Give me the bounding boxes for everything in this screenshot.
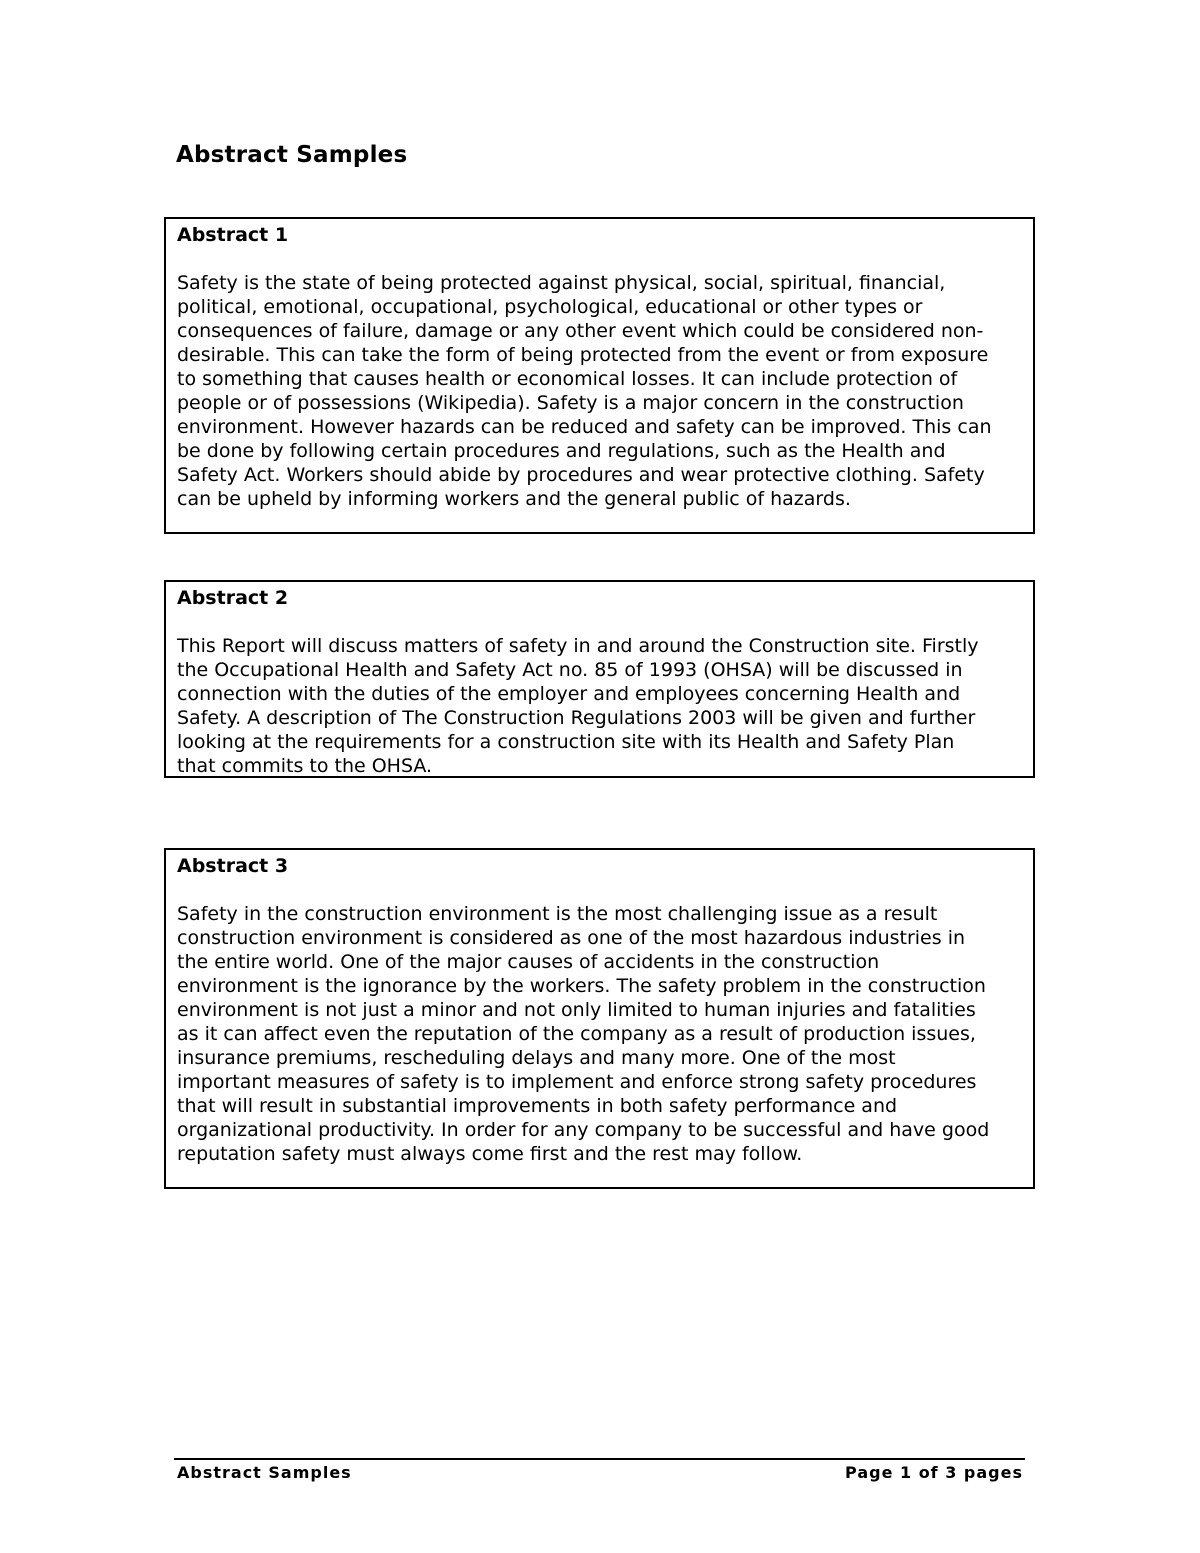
text-line: construction environment is considered as one of the most hazardous industries in xyxy=(177,927,966,949)
text-line: to something that causes health or economical losses. It can include protection of xyxy=(177,368,958,390)
text-line: insurance premiums, rescheduling delays and many more. One of the most xyxy=(177,1047,896,1069)
text-line: environment is not just a minor and not only limited to human injuries and fatalities xyxy=(177,999,976,1021)
text-line: Safety in the construction environment is the most challenging issue as a result xyxy=(177,903,938,925)
abstract-heading: Abstract 3 xyxy=(177,855,289,877)
abstract-body xyxy=(177,902,1022,1166)
text-line: the Occupational Health and Safety Act no. 85 of 1993 (OHSA) will be discussed in xyxy=(177,659,963,681)
text-line: as it can affect even the reputation of the company as a result of production issues, xyxy=(177,1023,976,1045)
text-line: This Report will discuss matters of safety in and around the Construction site. Firstly xyxy=(177,635,979,657)
abstract-heading: Abstract 2 xyxy=(177,587,289,609)
text-line: looking at the requirements for a construction site with its Health and Safety Plan xyxy=(177,731,955,753)
text-line: important measures of safety is to implement and enforce strong safety procedures xyxy=(177,1071,977,1093)
text-line: that commits to the OHSA. xyxy=(177,755,433,777)
text-line: consequences of failure, damage or any other event which could be considered non- xyxy=(177,320,984,342)
text-line: reputation safety must always come first and the rest may follow. xyxy=(177,1143,803,1165)
text-line: can be upheld by informing workers and the general public of hazards. xyxy=(177,488,851,510)
text-line: the entire world. One of the major causes of accidents in the construction xyxy=(177,951,880,973)
text-line: be done by following certain procedures and regulations, such as the Health and xyxy=(177,440,946,462)
abstract-box-2 xyxy=(164,580,1035,778)
footer-document-title: Abstract Samples xyxy=(177,1463,352,1482)
text-line: political, emotional, occupational, psychological, educational or other types or xyxy=(177,296,923,318)
text-line: Safety is the state of being protected against physical, social, spiritual, financial, xyxy=(177,272,946,294)
footer-page-number: Page 1 of 3 pages xyxy=(845,1463,1023,1482)
text-line: Safety. A description of The Construction Regulations 2003 will be given and further xyxy=(177,707,976,729)
abstract-box-1 xyxy=(164,217,1035,534)
abstract-heading: Abstract 1 xyxy=(177,224,289,246)
text-line: Safety Act. Workers should abide by procedures and wear protective clothing. Safety xyxy=(177,464,985,486)
abstract-body xyxy=(177,634,1022,778)
page-title: Abstract Samples xyxy=(176,142,408,168)
text-line: environment. However hazards can be reduced and safety can be improved. This can xyxy=(177,416,992,438)
text-line: connection with the duties of the employer and employees concerning Health and xyxy=(177,683,961,705)
text-line: people or of possessions (Wikipedia). Safety is a major concern in the construction xyxy=(177,392,964,414)
abstract-box-3 xyxy=(164,848,1035,1189)
abstract-body xyxy=(177,271,1022,511)
footer-divider xyxy=(174,1458,1025,1460)
text-line: that will result in substantial improvements in both safety performance and xyxy=(177,1095,898,1117)
text-line: environment is the ignorance by the workers. The safety problem in the construction xyxy=(177,975,986,997)
text-line: desirable. This can take the form of being protected from the event or from exposure xyxy=(177,344,989,366)
text-line: organizational productivity. In order for any company to be successful and have good xyxy=(177,1119,990,1141)
